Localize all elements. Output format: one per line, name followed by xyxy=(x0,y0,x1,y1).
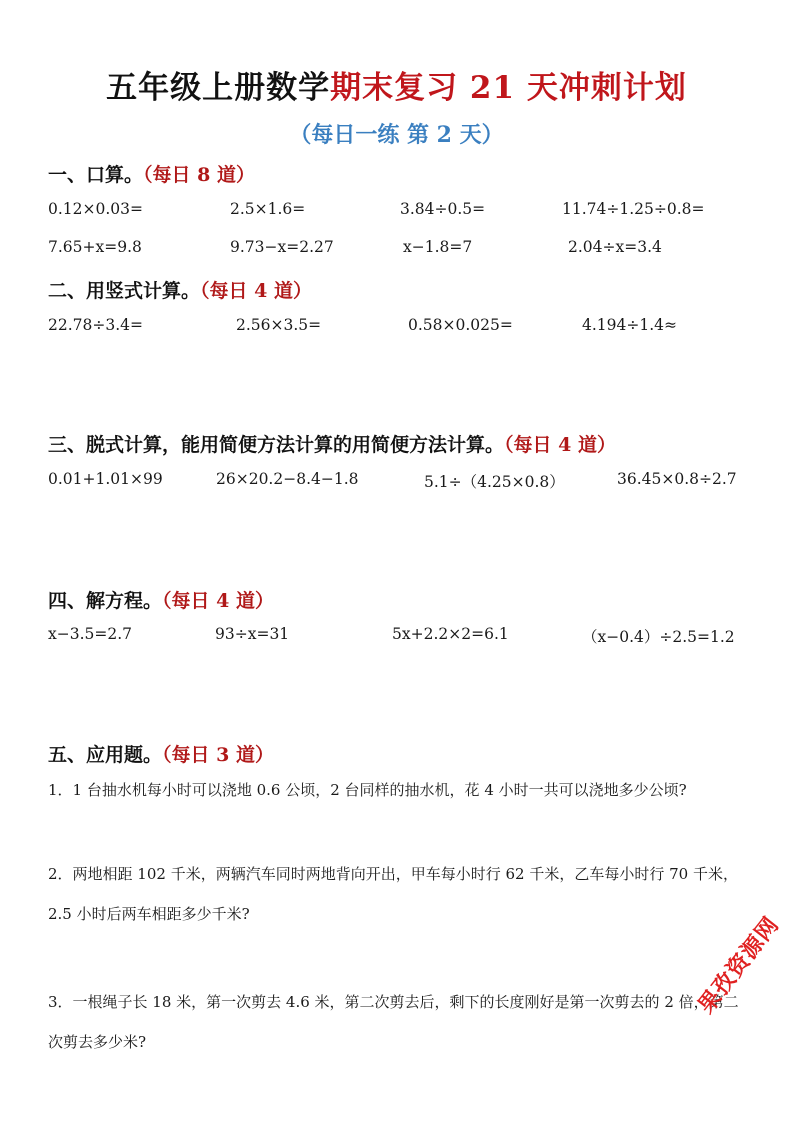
section-heading-2 xyxy=(48,276,312,303)
word-problem-1: 1．1 台抽水机每小时可以浇地 0.6 公顷，2 台同样的抽水机，花 4 小时一共可以浇地多少公顷? xyxy=(48,781,687,799)
equation-item: 5x+2.2×2=6.1 xyxy=(392,625,509,643)
mental-calc-item: x−1.8=7 xyxy=(403,238,473,256)
mental-calc-item: 2.5×1.6= xyxy=(230,200,306,218)
section-title: 四、解方程。 xyxy=(48,590,163,612)
section-heading-5 xyxy=(48,740,274,767)
mental-calc-item: 9.73−x=2.27 xyxy=(230,238,334,256)
daily-quota: （每日 4 道） xyxy=(504,434,616,456)
problem-row xyxy=(0,200,793,224)
stepwise-calc-item: 36.45×0.8÷2.7 xyxy=(617,470,737,488)
section-title: 二、用竖式计算。 xyxy=(48,280,201,302)
daily-quota: （每日 4 道） xyxy=(200,280,312,302)
problem-row xyxy=(0,470,793,494)
problem-row xyxy=(0,316,793,340)
vertical-calc-item: 2.56×3.5= xyxy=(236,316,322,334)
equation-item: 93÷x=31 xyxy=(215,625,290,643)
title-part-plan: 期末复习 21 天冲刺计划 xyxy=(330,70,687,106)
equation-item: x−3.5=2.7 xyxy=(48,625,133,643)
mental-calc-item: 3.84÷0.5= xyxy=(400,200,486,218)
vertical-calc-item: 0.58×0.025= xyxy=(408,316,513,334)
daily-quota: （每日 8 道） xyxy=(143,164,255,186)
mental-calc-item: 11.74÷1.25÷0.8= xyxy=(562,200,705,218)
daily-quota: （每日 4 道） xyxy=(162,590,274,612)
page-subtitle: （每日一练 第 2 天） xyxy=(289,122,504,148)
daily-quota: （每日 3 道） xyxy=(162,744,274,766)
section-title: 三、脱式计算，能用简便方法计算的用简便方法计算。 xyxy=(48,434,505,456)
problem-row xyxy=(0,625,793,649)
title-part-grade: 五年级上册数学 xyxy=(106,70,331,106)
section-heading-1 xyxy=(48,160,255,187)
vertical-calc-item: 4.194÷1.4≈ xyxy=(582,316,677,334)
stepwise-calc-item: 5.1÷（4.25×0.8） xyxy=(424,473,565,491)
watermark-stamp: 果孜资源网 xyxy=(693,912,785,1019)
vertical-calc-item: 22.78÷3.4= xyxy=(48,316,143,334)
section-title: 五、应用题。 xyxy=(48,744,163,766)
mental-calc-item: 7.65+x=9.8 xyxy=(48,238,142,256)
section-heading-4 xyxy=(48,586,274,613)
problem-row xyxy=(0,238,793,262)
stepwise-calc-item: 0.01+1.01×99 xyxy=(48,470,163,488)
mental-calc-item: 2.04÷x=3.4 xyxy=(568,238,662,256)
section-title: 一、口算。 xyxy=(48,164,144,186)
equation-item: （x−0.4）÷2.5=1.2 xyxy=(582,628,735,646)
word-problem-2: 2．两地相距 102 千米，两辆汽车同时两地背向开出，甲车每小时行 62 千米，乙车每小时行 70 千米，2.5 小时后两车相距多少千米? xyxy=(48,865,738,923)
mental-calc-item: 0.12×0.03= xyxy=(48,200,143,218)
word-problem-3: 3．一根绳子长 18 米，第一次剪去 4.6 米，第二次剪去后，剩下的长度刚好是第一次剪去的 2 倍，第二次剪去多少米? xyxy=(48,993,739,1051)
stepwise-calc-item: 26×20.2−8.4−1.8 xyxy=(216,470,359,488)
page-title xyxy=(0,62,793,107)
section-heading-3 xyxy=(48,430,616,457)
